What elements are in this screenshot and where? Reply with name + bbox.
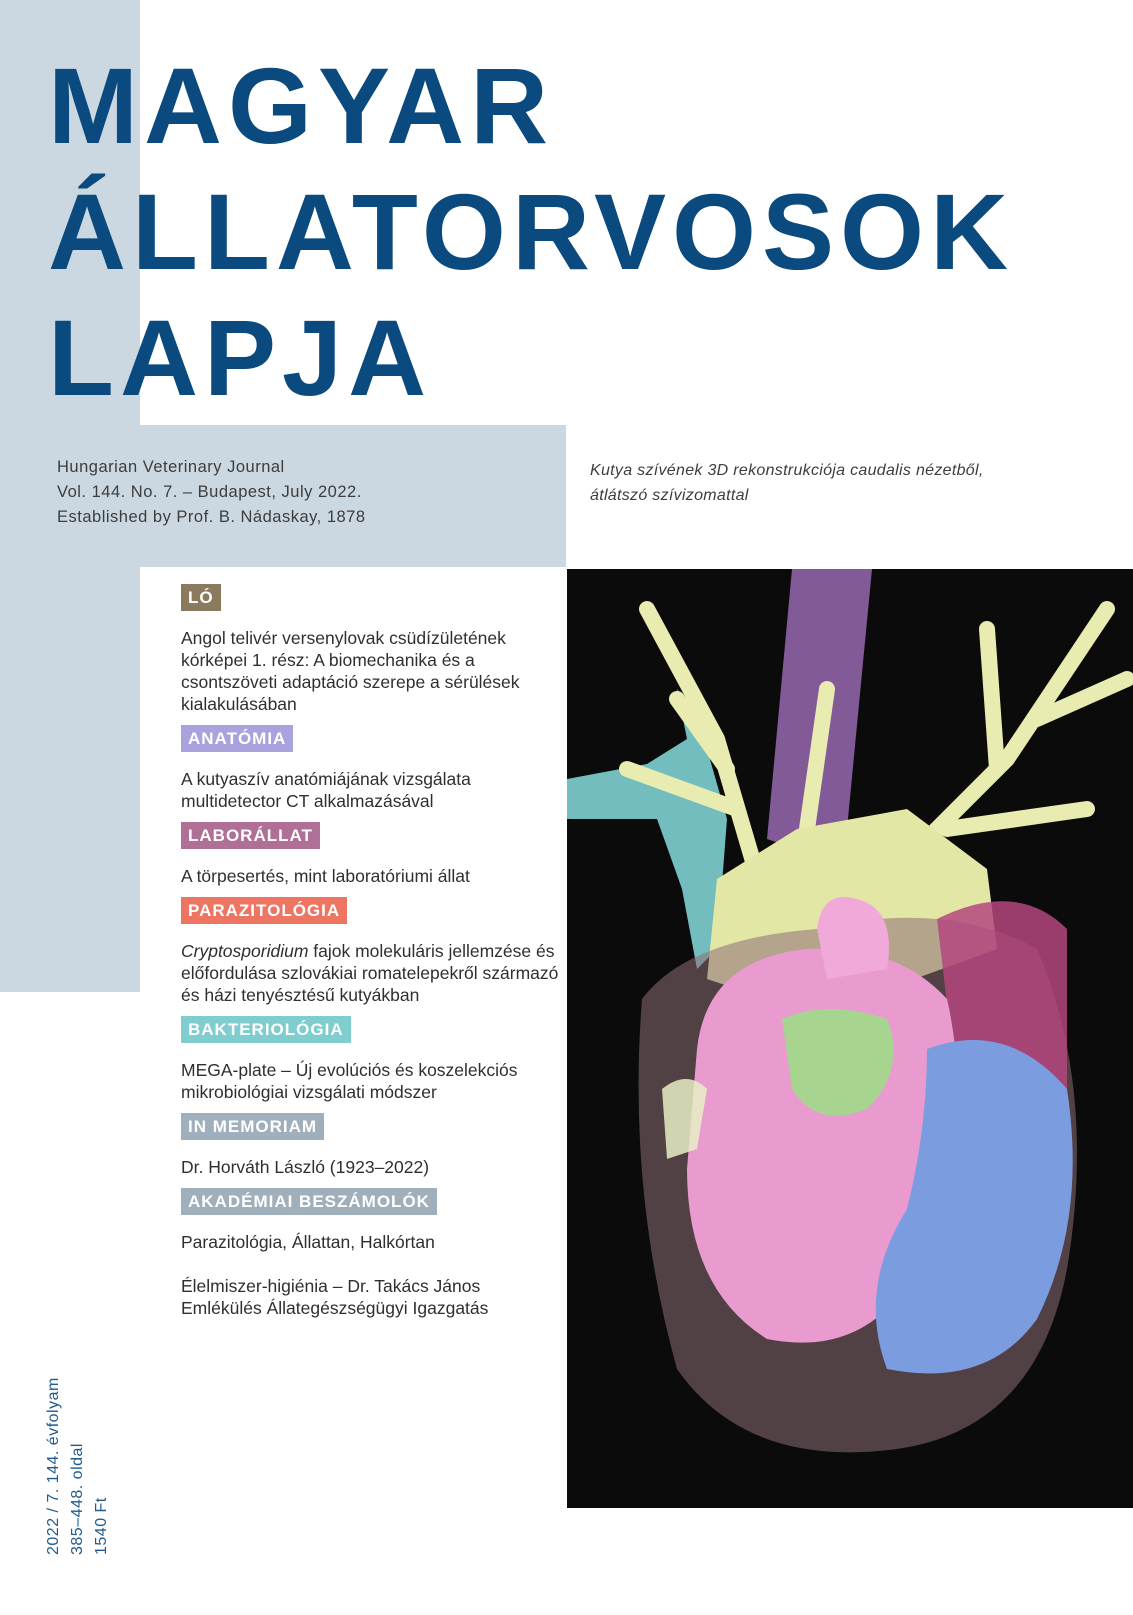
section-badge: LÓ (181, 584, 221, 611)
article-title (181, 940, 561, 1006)
toc-section-lo (181, 584, 561, 715)
toc-section-akademiai-beszamolok (181, 1188, 561, 1319)
toc-section-in-memoriam (181, 1113, 561, 1178)
section-badge: AKADÉMIAI BESZÁMOLÓK (181, 1188, 437, 1215)
toc-section-anatomia (181, 725, 561, 812)
article-title (181, 1156, 561, 1178)
article-text: A kutyaszív anatómiájának vizsgálata multidetector CT alkalmazásával (181, 769, 471, 811)
article-title (181, 1059, 561, 1103)
journal-english-name: Hungarian Veterinary Journal (57, 458, 285, 476)
article-text-rest: fajok molekuláris jellemzése és előfordulása szlovákiai romatelepekről származó és házi tenyésztésű kutyákban (181, 941, 559, 1005)
article-italic-lead: Cryptosporidium (181, 941, 309, 961)
toc-section-laborallat (181, 822, 561, 887)
toc-section-bakteriologia (181, 1016, 561, 1103)
article-text: Parazitológia, Állattan, Halkórtan (181, 1232, 435, 1252)
masthead-line-2: ÁLLATORVOSOK (48, 171, 1015, 292)
masthead-line-3: LAPJA (48, 297, 433, 418)
article-title (181, 768, 561, 812)
article-text: Angol telivér versenylovak csüdízületének kórképei 1. rész: A biomechanika és a csontszöveti adaptáció szerepe a sérülések kialakulásában (181, 628, 520, 714)
toc-section-parazitologia (181, 897, 561, 1006)
spine-pages: 385–448. oldal (69, 1443, 86, 1555)
cover-caption (590, 458, 1070, 508)
article-text: MEGA-plate – Új evolúciós és koszelekciós mikrobiológiai vizsgálati módszer (181, 1060, 518, 1102)
cover-image-heart-3d (567, 569, 1133, 1508)
heart-illustration (567, 569, 1133, 1508)
spine-info (42, 1377, 114, 1555)
article-title (181, 865, 561, 887)
section-badge: LABORÁLLAT (181, 822, 320, 849)
article-text: Élelmiszer-higiénia – Dr. Takács János Emlékülés Állategészségügyi Igazgatás (181, 1276, 489, 1318)
section-badge: PARAZITOLÓGIA (181, 897, 347, 924)
journal-info (57, 455, 366, 530)
article-title (181, 1231, 561, 1319)
section-badge: IN MEMORIAM (181, 1113, 324, 1140)
cover-caption-line-1: Kutya szívének 3D rekonstrukciója caudalis nézetből, (590, 462, 984, 479)
article-text (181, 940, 561, 1006)
section-badge: BAKTERIOLÓGIA (181, 1016, 351, 1043)
table-of-contents (181, 584, 561, 1329)
spine-price: 1540 Ft (93, 1497, 110, 1555)
article-title (181, 627, 561, 715)
masthead-line-1: MAGYAR (48, 45, 555, 166)
spine-issue: 2022 / 7. 144. évfolyam (45, 1377, 62, 1555)
journal-established: Established by Prof. B. Nádaskay, 1878 (57, 508, 366, 526)
article-text: A törpesertés, mint laboratóriumi állat (181, 866, 470, 886)
article-text: Dr. Horváth László (1923–2022) (181, 1157, 430, 1177)
journal-volume: Vol. 144. No. 7. – Budapest, July 2022. (57, 483, 362, 501)
section-badge: ANATÓMIA (181, 725, 293, 752)
cover-caption-line-2: átlátszó szívizomattal (590, 487, 749, 504)
